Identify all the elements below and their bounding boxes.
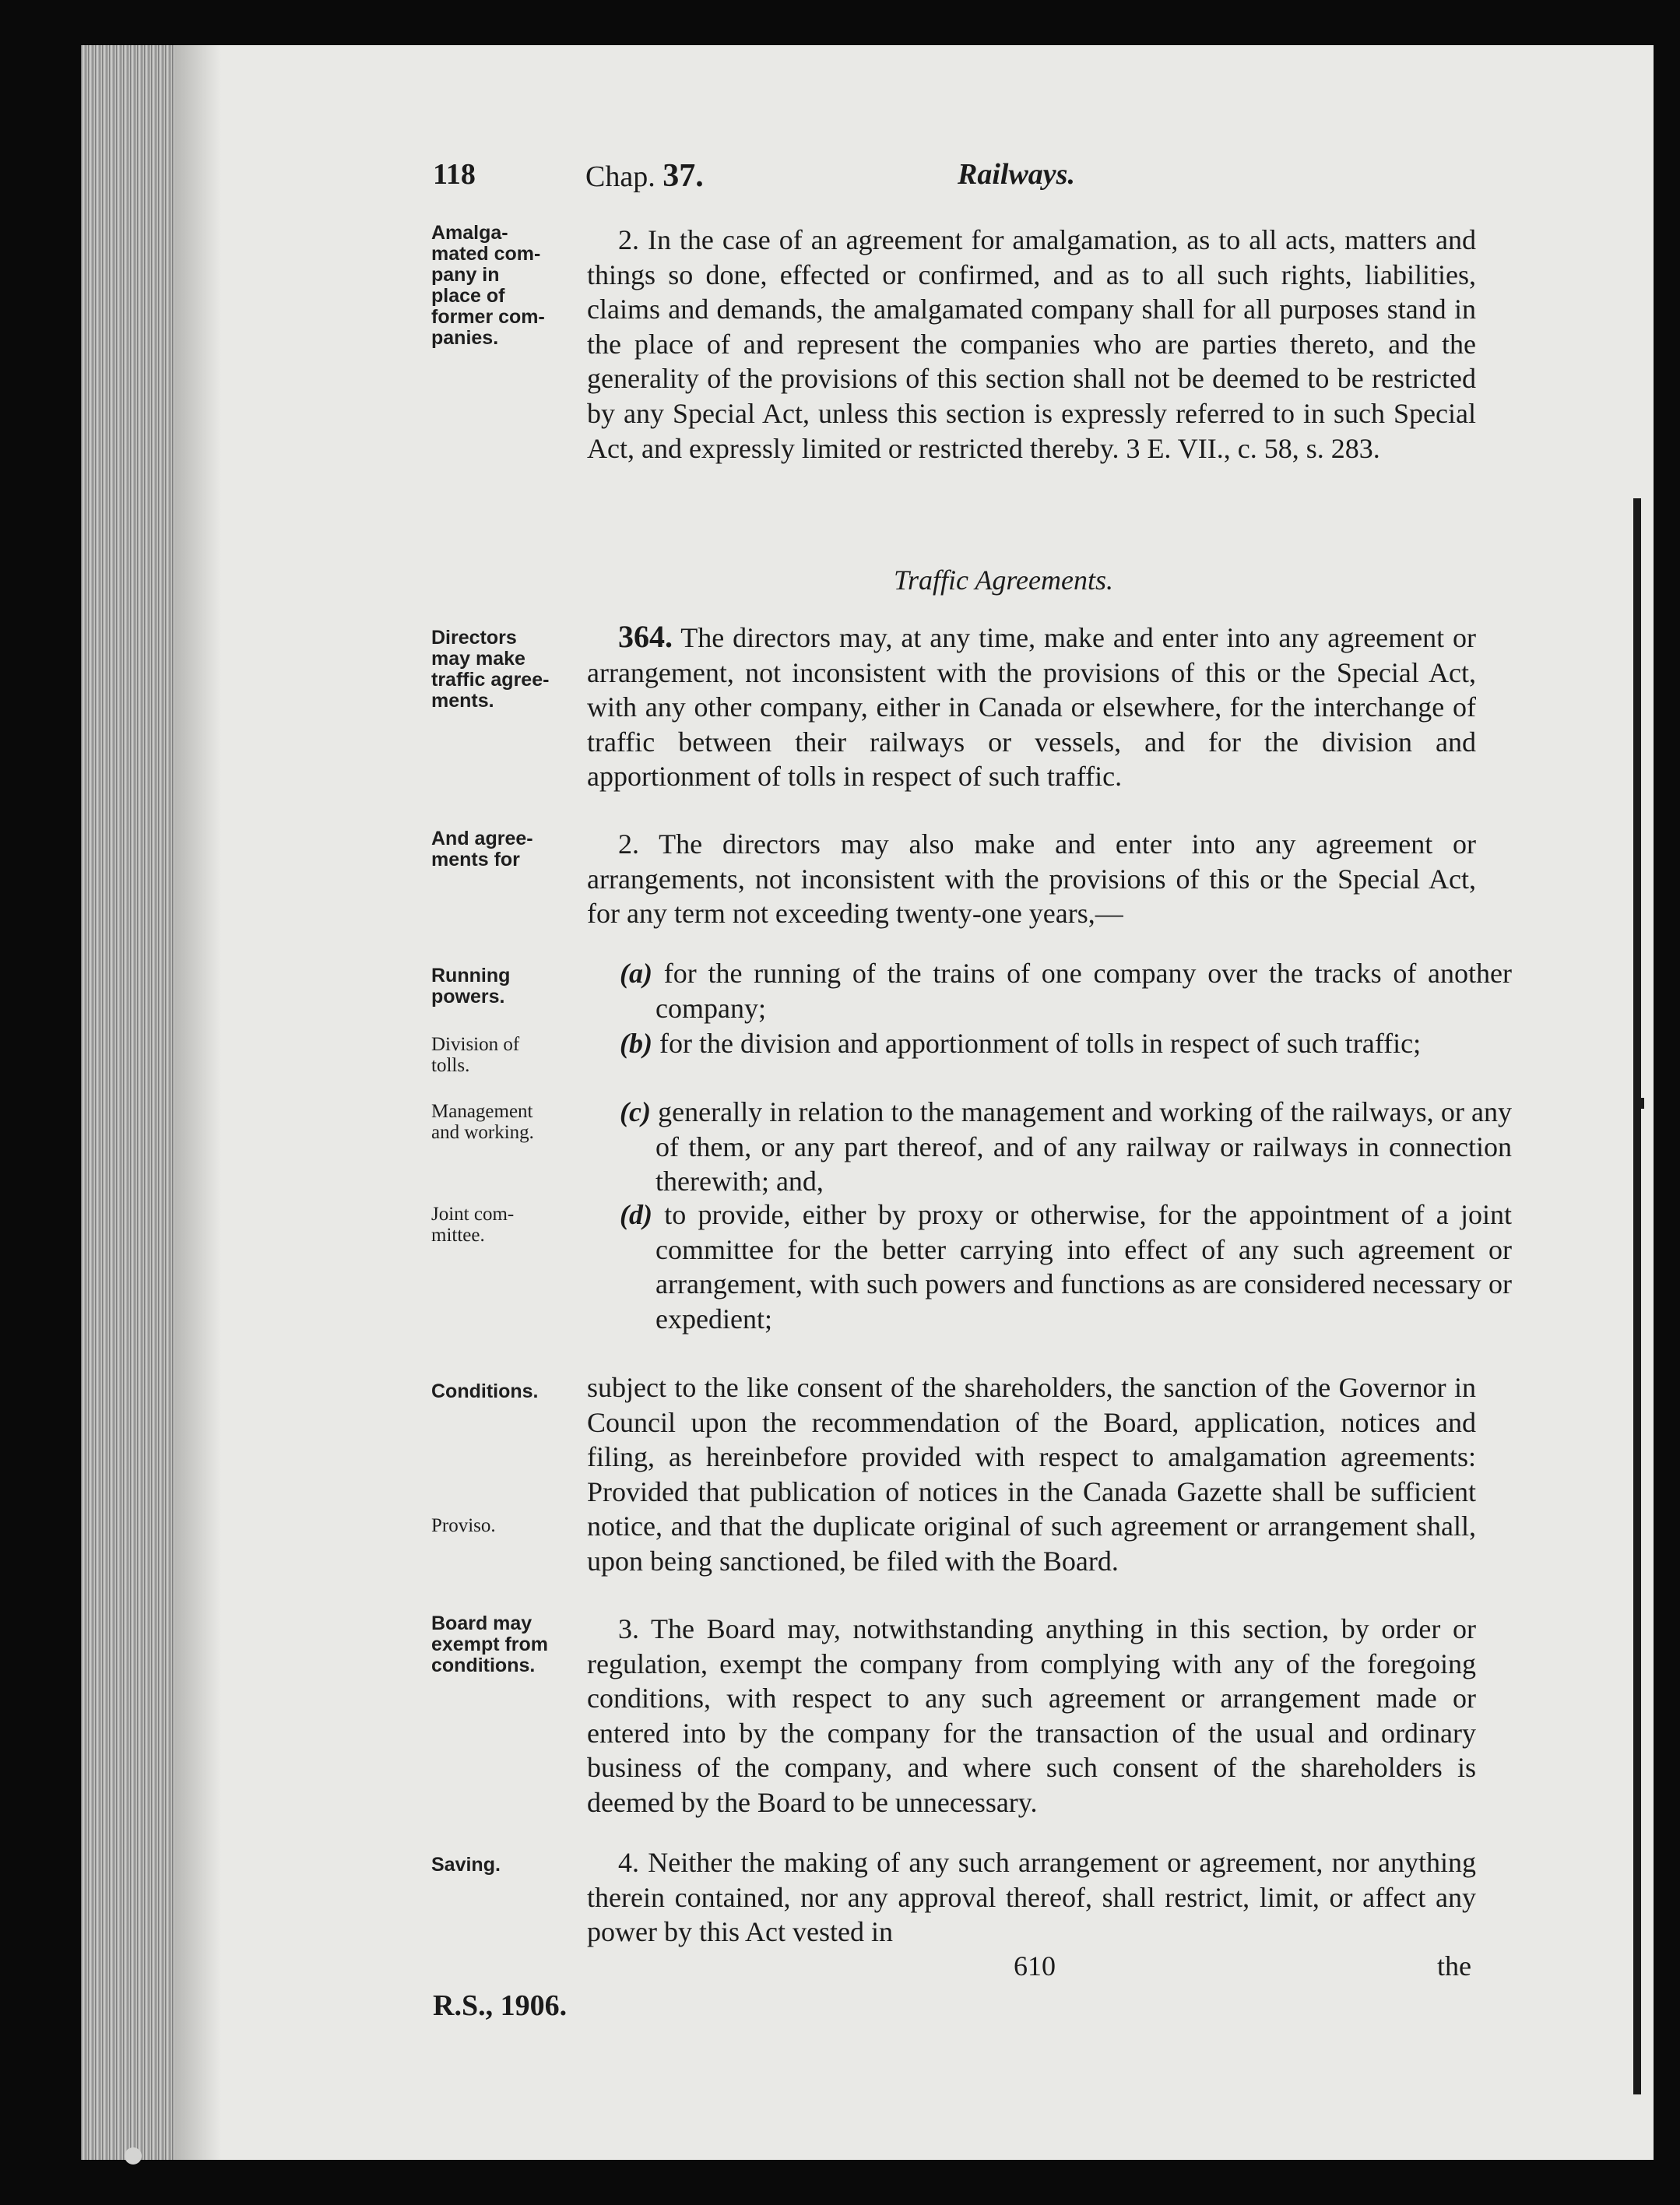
clause-d bbox=[620, 1197, 1512, 1336]
clause-c-text: generally in relation to the management and working of the railways, or any of them, or any part thereof, and of any railway or railways in connection therewith; and, bbox=[655, 1096, 1512, 1197]
subsection-2: 2. The directors may also make and enter into any agreement or arrangements, not inconsistent with the provisions of this or the Special Act, for any term not exceeding twenty-one years,— bbox=[587, 828, 1476, 930]
section-364-text: The directors may, at any time, make and enter into any agreement or arrangement, not inconsistent with the provisions of this or the Special Act, with any other company, either in Canada or elsewhere, for the interchange of traffic between their railways or vessels, and for the division and apportionment of tolls in respect of such traffic. bbox=[587, 622, 1476, 793]
page-number: 118 bbox=[433, 158, 476, 191]
sidenote-traffic-agreements: Directors may make traffic agree- ments. bbox=[431, 627, 550, 712]
clause-d-text: to provide, either by proxy or otherwise, for the appointment of a joint committee for the better carrying into effect of any such agreement or arrangement, with such powers and functions as are considered necessary or expedient; bbox=[655, 1199, 1513, 1335]
catchword: the bbox=[1437, 1950, 1471, 1982]
section-number: 364. bbox=[618, 619, 673, 654]
section-364 bbox=[587, 620, 1476, 794]
clause-a-text: for the running of the trains of one company over the tracks of another company; bbox=[655, 958, 1513, 1024]
corner-speck bbox=[125, 2147, 142, 2165]
sidenote-management-working: Management and working. bbox=[431, 1101, 534, 1143]
subsection-4: 4. Neither the making of any such arrangement or agreement, nor anything therein contained, nor any approval thereof, shall restrict, limit, or affect any power by this Act vested in bbox=[587, 1847, 1476, 1948]
chapter-heading bbox=[585, 157, 704, 195]
sidenote-agreements-for: And agree- ments for bbox=[431, 828, 533, 870]
right-margin-rule bbox=[1633, 498, 1641, 2094]
sidenote-conditions: Conditions. bbox=[431, 1380, 539, 1402]
sidenote-saving: Saving. bbox=[431, 1854, 501, 1876]
sidenote-proviso: Proviso. bbox=[431, 1515, 496, 1536]
margin-mark bbox=[1638, 1098, 1644, 1109]
clause-a bbox=[620, 956, 1512, 1025]
sidenote-board-exempt: Board may exempt from conditions. bbox=[431, 1612, 549, 1676]
sidenote-division-of-tolls: Division of tolls. bbox=[431, 1034, 520, 1076]
running-title: Railways. bbox=[958, 158, 1075, 191]
clause-b-label: (b) bbox=[620, 1028, 652, 1059]
volume-signature: R.S., 1906. bbox=[433, 1989, 568, 2022]
clause-c-label: (c) bbox=[620, 1096, 651, 1127]
paragraph-amalgamation: 2. In the case of an agreement for amalgamation, as to all acts, matters and things so done, effected or confirmed, and as to all such rights, liabilities, claims and demands, the amalgamated company shall for all purposes stand in the place of and represent the companies who are parties thereto, and the generality of the provisions of this section shall not be deemed to be restricted by any Special Act, unless this section is expressly referred to in such Special Act, and expressly limited or restricted thereby. 3 E. VII., c. 58, s. 283. bbox=[587, 224, 1476, 464]
paragraph-conditions: subject to the like consent of the shareholders, the sanction of the Governor in Council upon the recommendation of the Board, application, notices and filing, as hereinbefore provided with respect to amalgamation agreements: Provided that publication of notices in the Canada Gazette shall be sufficient notice, and that the duplicate original of such agreement or arrangement shall, upon being sanctioned, be filed with the Board. bbox=[587, 1372, 1476, 1577]
book-page-edges bbox=[81, 45, 174, 2160]
sidenote-joint-committee: Joint com- mittee. bbox=[431, 1204, 515, 1246]
folio-number: 610 bbox=[1014, 1950, 1056, 1982]
chapter-label: Chap. bbox=[585, 160, 655, 193]
clause-b-text: for the division and apportionment of tolls in respect of such traffic; bbox=[659, 1028, 1422, 1059]
clause-d-label: (d) bbox=[620, 1199, 652, 1230]
subsection-3: 3. The Board may, notwithstanding anything in this section, by order or regulation, exempt the company from complying with any of the foregoing conditions, with respect to any such agreement or arrangement made or entered into by the company for the transaction of the usual and ordinary business of the company, and where such consent of the shareholders is deemed by the Board to be unnecessary. bbox=[587, 1613, 1476, 1818]
clause-c bbox=[620, 1095, 1512, 1199]
clause-b bbox=[620, 1026, 1512, 1061]
clause-a-label: (a) bbox=[620, 958, 652, 989]
sidenote-running-powers: Running powers. bbox=[431, 965, 511, 1008]
section-heading: Traffic Agreements. bbox=[894, 564, 1113, 596]
chapter-number: 37. bbox=[663, 158, 704, 194]
gutter-shadow bbox=[174, 45, 221, 2160]
sidenote-amalgamated-company: Amalga- mated com- pany in place of former com- panies. bbox=[431, 222, 545, 349]
